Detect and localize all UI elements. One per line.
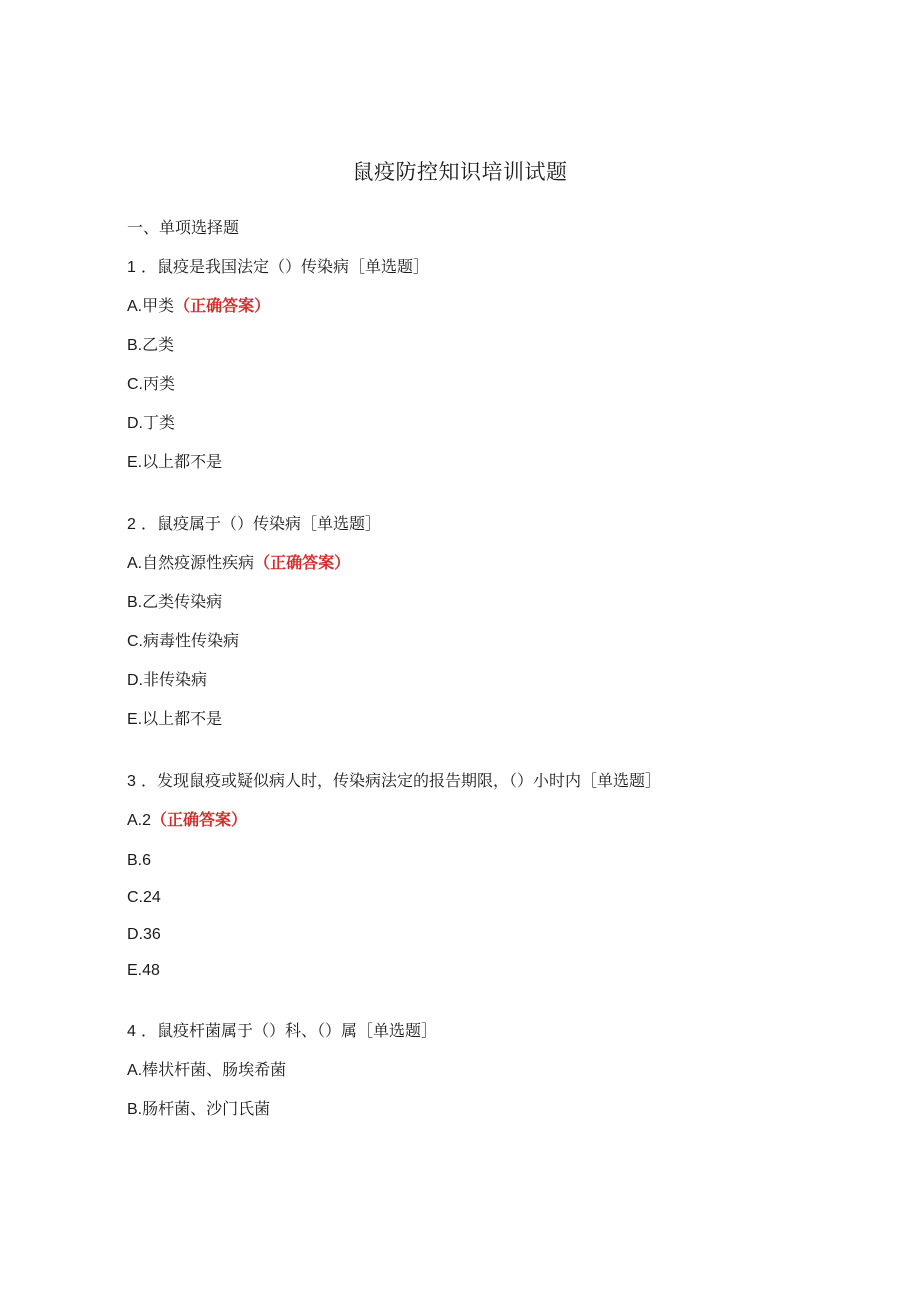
question-2 <box>127 514 381 535</box>
option-1e <box>127 452 222 473</box>
option-letter: A. <box>127 812 143 829</box>
question-text: ．鼠疫是我国法定（）传染病［单选题］ <box>141 257 430 276</box>
option-1c <box>127 374 175 395</box>
question-number: 4 <box>127 1023 136 1040</box>
option-letter: D. <box>127 672 143 689</box>
correct-answer-mark: （正确答案） <box>254 553 351 572</box>
question-number: 3 <box>127 773 136 790</box>
option-3e <box>127 960 160 981</box>
option-text: 乙类 <box>142 335 175 354</box>
option-text: 乙类传染病 <box>142 592 223 611</box>
question-3 <box>127 771 661 792</box>
option-2c <box>127 631 239 652</box>
option-text: 棒状杆菌、肠埃希菌 <box>142 1060 287 1079</box>
option-letter: D. <box>127 926 143 943</box>
option-text: 丙类 <box>143 374 176 393</box>
option-text: 36 <box>143 926 161 943</box>
option-2e <box>127 709 222 730</box>
option-1a <box>127 296 270 317</box>
option-letter: E. <box>127 711 143 728</box>
option-letter: C. <box>127 376 143 393</box>
option-text: 以上都不是 <box>142 452 223 471</box>
option-text: 非传染病 <box>143 670 208 689</box>
option-letter: B. <box>127 852 143 869</box>
question-text: ．鼠疫杆菌属于（）科、（）属［单选题］ <box>141 1021 438 1040</box>
question-number: 1 <box>127 259 136 276</box>
option-text: 24 <box>143 889 161 906</box>
question-number: 2 <box>127 516 136 533</box>
option-letter: A. <box>127 1062 143 1079</box>
option-2a <box>127 553 350 574</box>
section-heading: 一、单项选择题 <box>127 218 240 237</box>
option-3a <box>127 810 247 831</box>
option-3c <box>127 887 161 908</box>
option-2d <box>127 670 207 691</box>
option-letter: B. <box>127 337 143 354</box>
option-letter: E. <box>127 962 143 979</box>
option-text: 肠杆菌、沙门氏菌 <box>142 1099 271 1118</box>
option-text: 甲类 <box>142 296 175 315</box>
question-text: ．鼠疫属于（）传染病［单选题］ <box>141 514 382 533</box>
option-3d <box>127 924 161 945</box>
option-letter: B. <box>127 1101 143 1118</box>
correct-answer-mark: （正确答案） <box>151 810 248 829</box>
option-letter: C. <box>127 889 143 906</box>
question-text: ．发现鼠疫或疑似病人时，传染病法定的报告期限，（）小时内［单选题］ <box>141 771 662 790</box>
option-3b <box>127 850 151 871</box>
option-text: 2 <box>142 812 152 829</box>
question-1 <box>127 257 429 278</box>
option-text: 丁类 <box>143 413 176 432</box>
option-text: 6 <box>142 852 152 869</box>
option-1b <box>127 335 174 356</box>
option-letter: E. <box>127 454 143 471</box>
option-2b <box>127 592 222 613</box>
option-4a <box>127 1060 286 1081</box>
document-title: 鼠疫防控知识培训试题 <box>352 160 568 184</box>
option-letter: A. <box>127 555 143 572</box>
option-1d <box>127 413 175 434</box>
option-letter: A. <box>127 298 143 315</box>
option-letter: B. <box>127 594 143 611</box>
option-letter: D. <box>127 415 143 432</box>
option-text: 病毒性传染病 <box>143 631 240 650</box>
correct-answer-mark: （正确答案） <box>174 296 271 315</box>
question-4 <box>127 1021 437 1042</box>
option-4b <box>127 1099 270 1120</box>
option-letter: C. <box>127 633 143 650</box>
option-text: 以上都不是 <box>142 709 223 728</box>
option-text: 48 <box>142 962 160 979</box>
option-text: 自然疫源性疾病 <box>142 553 255 572</box>
